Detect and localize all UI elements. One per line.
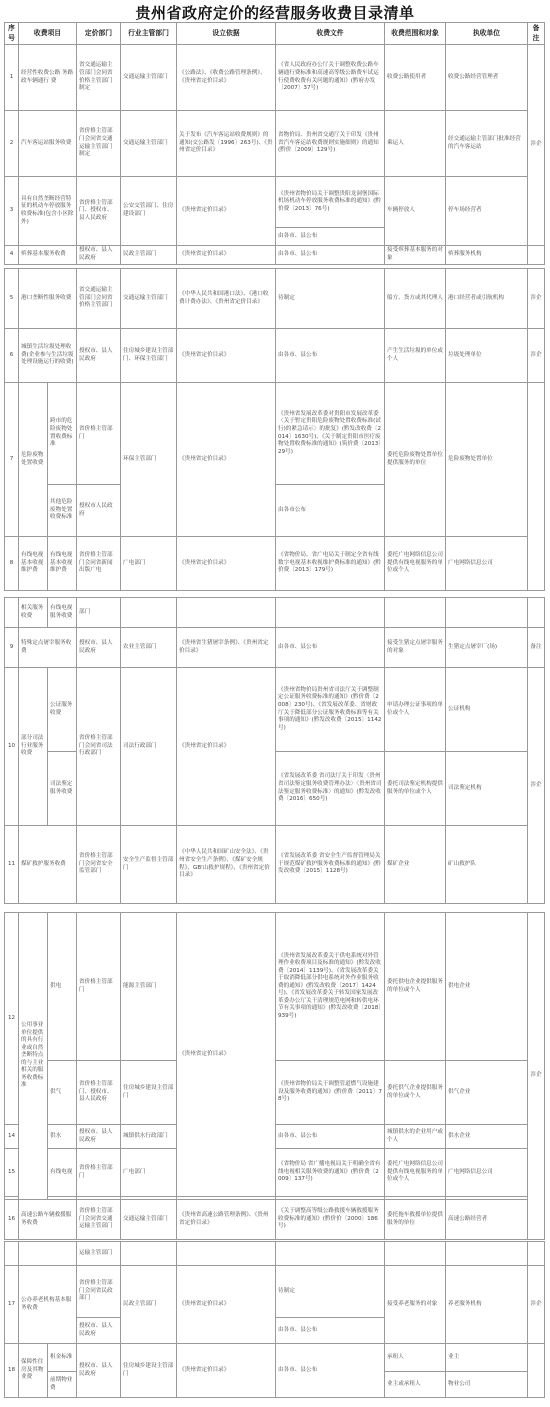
fee-sub-item: 司法鉴定服务收费 — [48, 752, 77, 826]
collecting-unit: 危险废物处置单位 — [446, 383, 528, 537]
col-header-note: 备注 — [528, 23, 545, 45]
row-number: 17 — [5, 1266, 19, 1344]
fee-scope: 车辆停放人 — [385, 177, 446, 246]
note-cell — [528, 383, 545, 591]
fee-document: 待制定 — [276, 269, 385, 329]
table-row — [5, 269, 545, 329]
industry-dept: 住房城乡建设主管部门 — [121, 1344, 177, 1398]
fee-table-part-4 — [4, 912, 545, 1240]
row-number: 14 — [5, 1125, 19, 1149]
fee-document: 《贵州省物价局贵州省司法厅关于调整制定公证服务收费标准的通知》(黔价费〔2008〕230号)、《省发展改革委、省财政厅关于降低部分公证服务收费标准等有关事项的通知》(黔发改收费〔2015〕1142号) — [276, 668, 385, 752]
note-cell — [528, 246, 545, 265]
pricing-dept: 省价格主管部门、授权市、县人民政府 — [77, 177, 121, 246]
fee-item: 公用事业单位提供的具有行业或自然垄断特点的与主业相关的服务收费标准 — [19, 913, 48, 1200]
row-number: 1 — [5, 45, 19, 111]
pricing-dept: 省价格主管部门 — [77, 913, 121, 1061]
table-row — [5, 537, 545, 591]
legal-basis: 《中华人民共和国矿山安全法》、《贵州省安全生产条例》、《煤矿安全规程》、GB'山救护规程》、《贵州省定价目录》 — [177, 826, 276, 904]
fee-scope: 委托广电网络信息公司提供有线电视服务的单位或个人 — [385, 537, 446, 591]
row-number: 12 — [5, 913, 19, 1125]
table-row — [5, 177, 545, 228]
fee-document: 《省物价局、省广电局关于制定全省有线数字电视基本收视维护费标准的通知》(黔价费〔2013〕179号) — [276, 537, 385, 591]
collecting-unit: 港口经营者或引航机构 — [446, 269, 528, 329]
legal-basis: 《贵州省定价目录》 — [177, 383, 276, 537]
pricing-dept: 省交通运输主管部门会同省价格主管部门 — [77, 269, 121, 329]
fee-sub-item: 跨市的危险废物处置收费标准 — [48, 383, 77, 485]
fee-scope: 委托拖车救援单位提供服务的单位 — [385, 1200, 446, 1240]
collecting-unit: 矿山救护队 — [446, 826, 528, 904]
legal-basis: 《贵州省生猪屠宰条例》、《贵州省定价目录》 — [177, 628, 276, 668]
fee-scope: 乘运人 — [385, 111, 446, 177]
pricing-dept: 授权市、县人民政府 — [77, 246, 121, 265]
fee-scope: 收费公路使用者 — [385, 45, 446, 111]
fee-item: 高速公路车辆救援服务收费 — [19, 1200, 77, 1240]
collecting-unit: 供电企业 — [446, 913, 528, 1061]
collecting-unit: 收费公路经营管理者 — [446, 45, 528, 111]
fee-item: 公办养老机构基本服务收费 — [19, 1266, 77, 1344]
fee-document: 由各市公布 — [276, 485, 385, 537]
pricing-dept: 省交通运输主管部门会同省价格主管部门制定 — [77, 45, 121, 111]
collecting-unit: 养老服务机构 — [446, 1266, 528, 1344]
table-row — [5, 826, 545, 904]
industry-dept: 农业主管部门 — [121, 628, 177, 668]
fee-scope: 接受殡葬基本服务的对象 — [385, 246, 446, 265]
note-cell: 备注 — [528, 628, 545, 668]
row-number: 16 — [5, 1200, 19, 1240]
fee-scope: 船方、货方或其代理人 — [385, 269, 446, 329]
legal-basis: 《贵州省定价目录》 — [177, 1266, 276, 1344]
fee-scope: 委托危险废物处置单位提供服务的单位 — [385, 383, 446, 537]
table-row — [5, 1242, 545, 1266]
fee-sub-item: 有线电视 — [48, 1149, 77, 1197]
collecting-unit: 经交通运输主管部门批准经营的汽车客运站 — [446, 111, 528, 177]
fee-document: 《贵州省发展改革委关于供电系统对外管理作业收费项目及标准的通知》(黔发改收费〔2014〕1139号)、《省发展改革委关于取消降低部分供电系统对外作业服务收费的通知》(黔发改收费〔2017〕1424号)、《省发展改革委关于转发国家发展改革委办公厅关于清理规范电网和转供电环节有关事项的通知》(黔发改收费〔2018〕939号) — [276, 913, 385, 1061]
collecting-unit: 物业公司 — [446, 1372, 528, 1398]
fee-sub-item: 有线电视服务收费 — [48, 598, 77, 628]
fee-item: 保障性住房及其物业费 — [19, 1344, 48, 1398]
table-row — [5, 111, 545, 177]
table-row — [5, 45, 545, 111]
fee-sub-item: 租金标准 — [48, 1344, 77, 1372]
fee-scope: 接受养老服务的对象 — [385, 1266, 446, 1344]
row-number: 11 — [5, 826, 19, 904]
industry-dept: 住房城乡建设主管部门 — [121, 1061, 177, 1125]
collecting-unit: 司法鉴定机构 — [446, 752, 528, 826]
collecting-unit: 广电网络信息公司 — [446, 537, 528, 591]
page-title: 贵州省政府定价的经营服务收费目录清单 — [135, 4, 415, 22]
industry-dept: 城镇供水行政部门 — [121, 1125, 177, 1149]
row-number: 3 — [5, 177, 19, 246]
row-number: 8 — [5, 537, 19, 591]
fee-document: 由各市、县公布 — [276, 628, 385, 668]
fee-document: 《省发展改革委 省安全生产监督管理局关于规范煤矿救护服务收费标准的通知》(黔发改收费〔2015〕1128号) — [276, 826, 385, 904]
fee-scope: 委托广电网络信息公司提供有线电视服务的单位或个人 — [385, 1149, 446, 1197]
fee-item: 城镇生活垃圾处理收费(企业参与生活垃圾处理设施运行的收费) — [19, 329, 77, 383]
fee-scope: 承租人 — [385, 1344, 446, 1372]
table-row — [5, 1266, 545, 1318]
row-number: 10 — [5, 668, 19, 826]
col-header-unit: 执收单位 — [446, 23, 528, 45]
industry-dept: 住房城乡建设主管部门、环保主管部门 — [121, 329, 177, 383]
fee-document: 待制定 — [276, 1266, 385, 1318]
note-cell: 涉企 — [528, 1266, 545, 1344]
fee-table-part-2 — [4, 268, 545, 591]
industry-dept: 能源主管部门 — [121, 913, 177, 1061]
col-header-no: 序号 — [5, 23, 19, 45]
fee-document: 《贵州省物价局关于调整管道燃气设施建设及服务收费的通知》(黔价费〔2011〕78号) — [276, 1061, 385, 1125]
fee-document: 由各市、县公布 — [276, 228, 385, 246]
col-header-doc: 收费文件 — [276, 23, 385, 45]
fee-sub-item: 公证服务收费 — [48, 668, 77, 752]
pricing-dept: 省价格主管部门、授权市、县人民政府 — [77, 1061, 121, 1125]
fee-item: 危险废物处置收费 — [19, 383, 48, 537]
fee-sub-item: 供气 — [48, 1061, 77, 1125]
pricing-dept: 省价格主管部门会同省交通运输主管部门制定 — [77, 111, 121, 177]
fee-table-part-3 — [4, 597, 545, 904]
fee-document: 省物价局、贵州省交通厅关于印发《贵州省汽车客运站收费规则实施细则》的通知(黔价〔2009〕129号) — [276, 111, 385, 177]
industry-dept: 公安交管部门、住房建设部门 — [121, 177, 177, 246]
collecting-unit: 生猪定点屠宰厂(场) — [446, 628, 528, 668]
fee-item: 有线电视基本收视维护费 — [19, 537, 48, 591]
fee-item: 部分司法行业服务收费 — [19, 668, 48, 826]
table-row — [5, 383, 545, 485]
table-row — [5, 913, 545, 1061]
industry-dept: 环保主管部门 — [121, 383, 177, 537]
table-row — [5, 668, 545, 752]
fee-document: 《省物价局 省广播电视局关于明确全省有线电视相关服务收费的通知》(黔价费〔2009〕137号) — [276, 1149, 385, 1197]
col-header-industry: 行业主管部门 — [121, 23, 177, 45]
legal-basis: 《贵州省定价目录》 — [177, 329, 276, 383]
fee-item: 殡葬基本服务收费 — [19, 246, 77, 265]
fee-sub-item: 前期物业费 — [48, 1372, 77, 1398]
fee-document: 由各市、县公布 — [276, 1318, 385, 1344]
table-row — [5, 628, 545, 668]
fee-scope: 业主或承租人 — [385, 1372, 446, 1398]
header-row — [5, 23, 545, 45]
pricing-dept: 授权市、县人民政府 — [77, 1318, 121, 1344]
industry-dept: 交通运输主管部门 — [121, 111, 177, 177]
note-cell: 涉企 — [528, 668, 545, 904]
industry-dept: 交通运输主管部门 — [121, 269, 177, 329]
fee-document: 《关于调整高等级公路救援车辆救援服务收费标准的通知》(黔价价〔2000〕186号) — [276, 1200, 385, 1240]
legal-basis: 《贵州省定价目录》 — [177, 246, 276, 265]
fee-table-part-1 — [4, 22, 545, 265]
pricing-dept: 省价格主管部门会同省安全监管部门 — [77, 826, 121, 904]
row-number: 15 — [5, 1149, 19, 1197]
col-header-basis: 设立依据 — [177, 23, 276, 45]
pricing-dept: 授权市、县人民政府 — [77, 329, 121, 383]
fee-sub-item: 供水 — [48, 1125, 77, 1149]
fee-scope: 委托供气企业提供服务的单位或个人 — [385, 1061, 446, 1125]
fee-sub-item: 其他危险废物处置收费标准 — [48, 485, 77, 537]
col-header-scope: 收费范围和对象 — [385, 23, 446, 45]
fee-document: 由各市、县公布 — [276, 1344, 385, 1398]
fee-document: 由各市、县公布 — [276, 329, 385, 383]
fee-item: 相关服务收费 — [19, 598, 48, 628]
col-header-item: 收费项目 — [19, 23, 77, 45]
note-cell: 涉企 — [528, 913, 545, 1240]
pricing-dept: 运输主管部门 — [77, 1242, 121, 1266]
fee-scope: 城镇供水的企业用户或个人 — [385, 1125, 446, 1149]
pricing-dept: 部门 — [77, 598, 121, 628]
pricing-dept: 授权市人民政府 — [77, 485, 121, 537]
pricing-dept: 授权市、县人民政府 — [77, 1125, 121, 1149]
row-number: 2 — [5, 111, 19, 177]
fee-document: 由各市、县公布 — [276, 1125, 385, 1149]
table-row — [5, 598, 545, 628]
fee-document: 由各市、县公布 — [276, 246, 385, 265]
fee-document: 《省人民政府办公厅关于调整收费公路车辆通行费标准和高速高等级公路费车试运行使费收费有关问题的通知》(黔府办发〔2007〕37号) — [276, 45, 385, 111]
industry-dept: 广电部门 — [121, 1149, 177, 1197]
industry-dept: 交通运输主管部门 — [121, 45, 177, 111]
table-row — [5, 246, 545, 265]
fee-scope: 委托供电企业提供服务的单位或个人 — [385, 913, 446, 1061]
fee-scope: 接受生猪定点屠宰服务的对象 — [385, 628, 446, 668]
pricing-dept: 省价格主管部门 — [77, 383, 121, 485]
note-cell: 涉企 — [528, 269, 545, 329]
row-number: 18 — [5, 1344, 19, 1398]
fee-item: 特殊定点屠宰服务收费 — [19, 628, 77, 668]
fee-scope: 产生生活垃圾的单位或个人 — [385, 329, 446, 383]
collecting-unit: 供水企业 — [446, 1125, 528, 1149]
pricing-dept: 省价格主管部门会同省交通运输主管部门 — [77, 1200, 121, 1240]
pricing-dept: 省价格主管部门会同省司法行政部门 — [77, 668, 121, 826]
fee-item: 具有自然垄断经营特征的机动车停放服务收费标准(包含小区除外) — [19, 177, 77, 246]
fee-document: 《贵州省发展改革委对贵阳市发展改革委〈关于暂定贵阳危险废物处置收费标准(试行)的紧急请示〉的批复》(黔发改收费〔2014〕1630号)、《关于制定贵阳市医疗废物处置收费标准的通知》(筑价费〔2013〕29号) — [276, 383, 385, 485]
industry-dept: 司法行政部门 — [121, 668, 177, 826]
fee-scope: 申请办理公证事项的单位或个人 — [385, 668, 446, 752]
fee-item: 港口垄断性服务收费 — [19, 269, 77, 329]
industry-dept: 安全生产监督主管部门 — [121, 826, 177, 904]
fee-document: 《省发展改革委 省司法厅关于印发〈贵州省司法鉴定服务收费管理办法〉〈贵州省司法鉴定服务收费标准〉的通知》(黔发改收费〔2016〕650号) — [276, 752, 385, 826]
fee-scope: 煤矿企业 — [385, 826, 446, 904]
legal-basis: 《贵州省定价目录》 — [177, 1344, 276, 1398]
industry-dept: 交通运输主管部门 — [121, 1200, 177, 1240]
table-row — [5, 1200, 545, 1240]
collecting-unit: 停车场经营者 — [446, 177, 528, 246]
table-row — [5, 329, 545, 383]
note-cell — [528, 1344, 545, 1398]
fee-item: 经营性收费公路 务路政车辆通行 费 — [19, 45, 77, 111]
pricing-dept: 授权市、县人民政府 — [77, 1344, 121, 1398]
fee-sub-item: 供电 — [48, 913, 77, 1061]
row-number: 9 — [5, 628, 19, 668]
fee-item: 煤矿救护服务收费 — [19, 826, 77, 904]
collecting-unit: 广电网络信息公司 — [446, 1149, 528, 1197]
fee-scope: 委托司法鉴定机构提供服务的单位或个人 — [385, 752, 446, 826]
table-row — [5, 1344, 545, 1372]
industry-dept: 民政主管部门 — [121, 246, 177, 265]
legal-basis: 《贵州省定价目录》 — [177, 177, 276, 246]
collecting-unit: 殡葬服务机构 — [446, 246, 528, 265]
legal-basis: 《公路法》、《收费公路管理条例》、《贵州省定价目录》 — [177, 45, 276, 111]
fee-sub-item: 有线电视基本收视维护费 — [48, 537, 77, 591]
row-number: 5 — [5, 269, 19, 329]
legal-basis: 《中华人民共和国港口法》、《港口收费计费办法》、《贵州省定价目录》 — [177, 269, 276, 329]
legal-basis: 关于发布《汽车客运站收费规则》的通知(交公路发〔1996〕263号)、《贵州省定价目录》 — [177, 111, 276, 177]
note-cell: 涉企 — [528, 329, 545, 383]
legal-basis: 《贵州省定价目录》 — [177, 668, 276, 826]
pricing-dept: 授权市、县人民政府 — [77, 628, 121, 668]
row-number: 6 — [5, 329, 19, 383]
row-number: 7 — [5, 383, 19, 537]
col-header-dept: 定价部门 — [77, 23, 121, 45]
pricing-dept: 省价格主管部门 — [77, 1149, 121, 1197]
fee-document: 《贵州省物价局关于调整贵阳龙洞堡国际机场机动车停放服务收费标准的通知》(黔价费〔2013〕76号) — [276, 177, 385, 228]
industry-dept: 民政主管部门 — [121, 1266, 177, 1344]
collecting-unit: 公证机构 — [446, 668, 528, 752]
industry-dept: 广电部门 — [121, 537, 177, 591]
legal-basis: 《贵州省高速公路管理条例》、《贵州省定价目录》 — [177, 1200, 276, 1240]
collecting-unit: 垃圾处理单位 — [446, 329, 528, 383]
row-number: 4 — [5, 246, 19, 265]
collecting-unit: 高速公路经营者 — [446, 1200, 528, 1240]
pricing-dept: 省价格主管部门会同省民政部门 — [77, 1266, 121, 1318]
collecting-unit: 供气企业 — [446, 1061, 528, 1125]
pricing-dept: 省价格主管部门会同省新闻出版广电 — [77, 537, 121, 591]
note-cell: 涉企 — [528, 45, 545, 246]
collecting-unit: 业主 — [446, 1344, 528, 1372]
legal-basis: 《贵州省定价目录》 — [177, 537, 276, 591]
fee-item: 汽车客运站服务收费 — [19, 111, 77, 177]
legal-basis: 《贵州省定价目录》 — [177, 913, 276, 1197]
fee-table-part-5 — [4, 1241, 545, 1398]
